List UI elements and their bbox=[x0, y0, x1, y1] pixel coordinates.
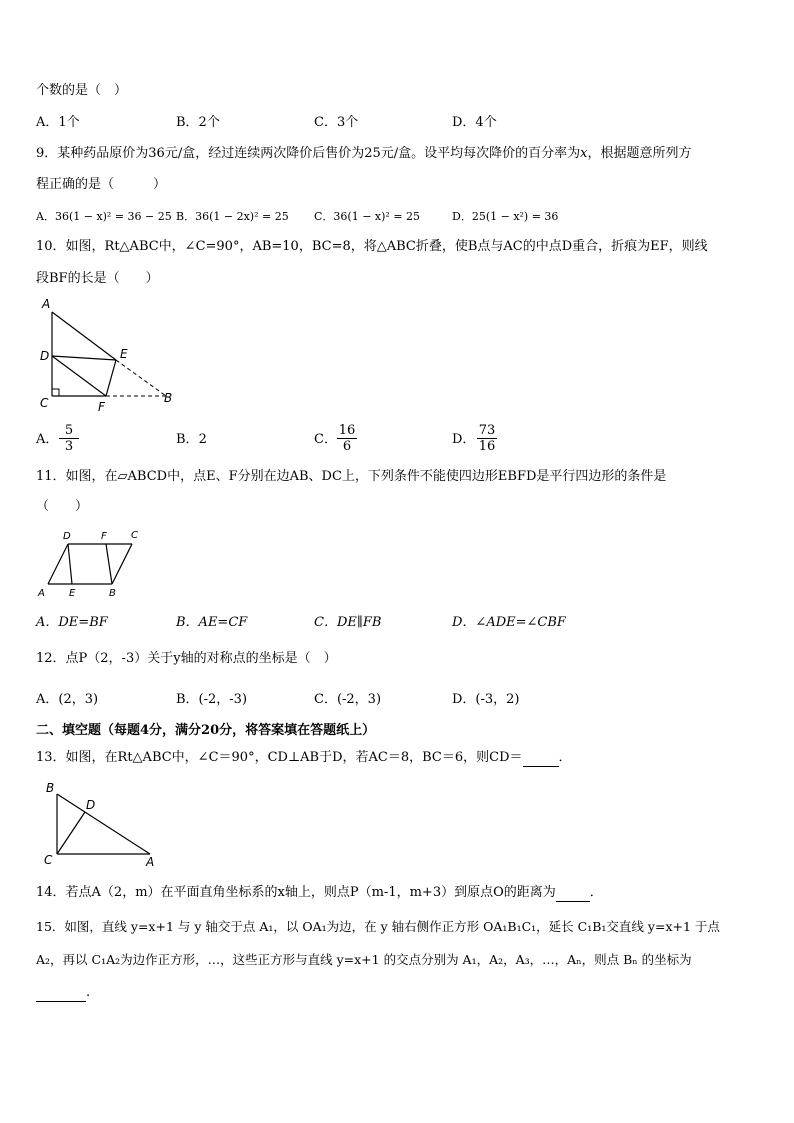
q11-option-d: D．∠ADE=∠CBF bbox=[452, 615, 566, 630]
q10-option-b-letter: B． bbox=[176, 432, 199, 447]
q9-stem-tail: ，根据题意所列方 bbox=[587, 146, 692, 161]
q11-label-a: A bbox=[38, 588, 45, 599]
q11-stem-line2: （ ） bbox=[36, 499, 89, 514]
q8-option-c: C．3个 bbox=[314, 115, 359, 130]
q10-option-c-fraction bbox=[337, 423, 357, 454]
q10-option-b-value: 2 bbox=[198, 432, 207, 447]
q15-answer-line bbox=[36, 984, 90, 1002]
q11-figure bbox=[34, 524, 146, 600]
q15-stem-end: . bbox=[86, 985, 91, 1000]
q12-stem: 12．点P（2，-3）关于y轴的对称点的坐标是（ ） bbox=[36, 651, 337, 666]
q10-label-f: F bbox=[98, 400, 105, 414]
q11-option-c: C．DE∥FB bbox=[314, 615, 382, 630]
q11-label-e: E bbox=[69, 588, 76, 599]
q11-option-a: A．DE=BF bbox=[36, 615, 108, 630]
q11-stem-line1: 11．如图，在▱ABCD中，点E、F分别在边AB、DC上，下列条件不能使四边形EBFD是平行四边形的条件是 bbox=[36, 469, 667, 484]
q13-stem-end: ． bbox=[558, 750, 572, 765]
q10-label-a: A bbox=[42, 297, 51, 311]
q9-option-b: B．36(1 − 2x)² = 25 bbox=[176, 210, 289, 223]
q10-option-c-letter: C． bbox=[314, 432, 337, 447]
q12-option-d: D．(-3，2) bbox=[452, 692, 520, 707]
q15-stem-line2: A₂，再以 C₁A₂为边作正方形，…，这些正方形与直线 y=x+1 的交点分别为 A₁，A₂，A₃，…，Aₙ，则点 Bₙ 的坐标为 bbox=[36, 952, 692, 967]
q13-stem-text: 13．如图，在Rt△ABC中，∠C＝90°，CD⊥AB于D，若AC＝8，BC＝6，则CD＝ bbox=[36, 750, 523, 765]
q11-label-c: C bbox=[131, 530, 138, 541]
q9-stem-text: 9．某种药品原价为36元/盒，经过连续两次降价后售价为25元/盒。设平均每次降价的百分率为 bbox=[36, 146, 581, 161]
q15-stem-line1: 15．如图，直线 y=x+1 与 y 轴交于点 A₁，以 OA₁为边，在 y 轴右侧作正方形 OA₁B₁C₁，延长 C₁B₁交直线 y=x+1 于点 bbox=[36, 919, 720, 934]
q9-var: x bbox=[580, 146, 588, 161]
q13-label-d: D bbox=[86, 798, 96, 812]
q10-option-a-den: 3 bbox=[64, 439, 74, 454]
q14-answer-blank[interactable] bbox=[556, 887, 590, 902]
q8-tail: 个数的是（ ） bbox=[36, 83, 128, 98]
q12-option-a: A．(2，3) bbox=[36, 692, 99, 707]
q11-label-d: D bbox=[63, 531, 71, 542]
q9-option-d: D．25(1 − x²) = 36 bbox=[452, 210, 559, 223]
section-heading-fill-in: 二、填空题（每题4分，满分20分，将答案填在答题纸上） bbox=[36, 723, 376, 738]
q13-label-c: C bbox=[44, 853, 53, 867]
q13-answer-blank[interactable] bbox=[523, 752, 559, 767]
q10-label-d: D bbox=[40, 349, 50, 363]
q10-figure bbox=[34, 296, 184, 416]
q13-stem bbox=[36, 749, 572, 767]
q10-option-d-num: 73 bbox=[478, 423, 496, 438]
q10-label-e: E bbox=[120, 347, 128, 361]
q10-option-c-den: 6 bbox=[342, 439, 352, 454]
q10-option-d-fraction bbox=[477, 423, 497, 454]
q13-figure bbox=[40, 778, 164, 868]
q9-option-c: C．36(1 − x)² = 25 bbox=[314, 210, 421, 223]
q10-option-a-fraction bbox=[59, 423, 79, 454]
q10-stem-line2: 段BF的长是（ ） bbox=[36, 271, 159, 286]
q10-option-c-num: 16 bbox=[338, 423, 356, 438]
q10-option-b bbox=[176, 431, 207, 449]
q8-option-b: B．2个 bbox=[176, 115, 220, 130]
q10-option-a-num: 5 bbox=[59, 423, 79, 439]
q9-stem-line1 bbox=[36, 145, 691, 163]
q13-label-b: B bbox=[46, 781, 55, 795]
q10-label-b: B bbox=[164, 391, 173, 405]
q12-option-c: C．(-2，3) bbox=[314, 692, 382, 707]
q14-stem-text: 14．若点A（2，m）在平面直角坐标系的x轴上，则点P（m-1，m+3）到原点O的距离为 bbox=[36, 885, 556, 900]
q11-option-b: B．AE=CF bbox=[176, 615, 248, 630]
q10-stem-line1: 10．如图，Rt△ABC中，∠C=90°，AB=10，BC=8，将△ABC折叠，使B点与AC的中点D重合，折痕为EF，则线 bbox=[36, 239, 708, 254]
q8-option-d: D．4个 bbox=[452, 115, 497, 130]
q14-stem-end: ． bbox=[589, 885, 603, 900]
q10-option-d-den: 16 bbox=[478, 439, 496, 454]
q10-option-d-letter: D． bbox=[452, 432, 476, 447]
q14-stem bbox=[36, 884, 603, 902]
q11-label-b: B bbox=[109, 588, 116, 599]
q8-option-a: A．1个 bbox=[36, 115, 80, 130]
q12-option-b: B．(-2，-3) bbox=[176, 692, 248, 707]
q9-stem-line2: 程正确的是（ ） bbox=[36, 177, 167, 192]
q15-answer-blank[interactable] bbox=[36, 987, 86, 1002]
q13-label-a: A bbox=[146, 855, 155, 868]
q11-label-f: F bbox=[101, 531, 107, 542]
q10-option-a-letter: A． bbox=[36, 432, 59, 447]
q9-option-a: A．36(1 − x)² = 36 − 25 bbox=[36, 210, 172, 223]
q10-label-c: C bbox=[40, 396, 49, 410]
